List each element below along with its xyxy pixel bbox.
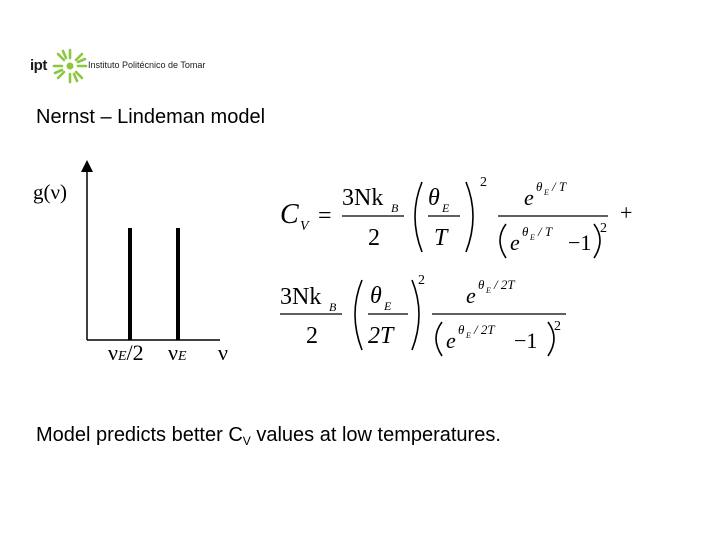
logo-institution-name: Instituto Politécnico de Tomar — [88, 60, 206, 70]
tick-label-einstein: νE — [168, 340, 187, 365]
minus-one-2: −1 — [514, 328, 538, 353]
prefactor-numerator-2: 3Nk — [280, 284, 322, 310]
exp-1d-theta-sub: E — [530, 233, 535, 242]
slide-title: Nernst – Lindeman model — [36, 106, 266, 128]
logo-abbreviation: ipt — [30, 57, 47, 74]
left-paren — [500, 224, 506, 258]
theta-denominator-2: 2T — [368, 323, 394, 349]
exp-2d-tail: / 2T — [474, 322, 495, 337]
prefactor-denominator-2: 2 — [306, 323, 318, 349]
right-paren — [412, 280, 419, 350]
left-paren — [415, 182, 422, 252]
square-exponent-1: 2 — [480, 175, 487, 190]
prefactor-denominator-1: 2 — [368, 225, 380, 251]
equals-sign: = — [318, 203, 332, 229]
exp-numerator-2: e — [466, 283, 476, 308]
prefactor-numerator-1: 3Nk — [342, 185, 384, 211]
minus-one-1: −1 — [568, 230, 592, 255]
heat-capacity-equation — [270, 160, 660, 370]
theta-numerator-1: θ — [428, 185, 440, 211]
prefactor-numerator-2-sub: B — [329, 300, 337, 314]
exp-1d-theta: θ — [522, 224, 529, 239]
exp-numerator-1: e — [524, 185, 534, 210]
exp-denominator-2: e — [446, 328, 456, 353]
exp-denominator-1: e — [510, 230, 520, 255]
institution-logo — [28, 44, 218, 90]
cv-subscript: V — [300, 219, 309, 234]
y-axis-label: g(ν) — [33, 180, 67, 204]
exp-2-theta: θ — [478, 277, 485, 292]
theta-denominator-1: T — [434, 225, 448, 251]
density-of-states-sketch — [60, 160, 230, 360]
left-paren — [436, 322, 442, 356]
right-paren — [466, 182, 473, 252]
exp-2d-theta-sub: E — [466, 331, 471, 340]
exp-1-theta: θ — [536, 179, 543, 194]
tick-label-half-einstein: νE/2 — [108, 340, 144, 365]
conclusion-caption: Model predicts better $C_V$ values at low temperatures. — [36, 424, 501, 448]
square-exponent-2: 2 — [418, 273, 425, 288]
plus-sign: + — [620, 200, 633, 225]
left-paren — [355, 280, 362, 350]
exp-2-theta-sub: E — [486, 286, 491, 295]
exp-1-theta-sub: E — [544, 188, 549, 197]
theta-numerator-1-sub: E — [442, 201, 450, 215]
logo-sunburst-icon — [50, 46, 90, 86]
exp-1-tail: / T — [552, 179, 567, 194]
theta-numerator-2-sub: E — [384, 299, 392, 313]
cv-symbol: C — [280, 199, 299, 230]
prefactor-numerator-1-sub: B — [391, 201, 399, 215]
square-exponent-1b: 2 — [600, 221, 607, 236]
theta-numerator-2: θ — [370, 283, 382, 309]
exp-2-tail: / 2T — [494, 277, 515, 292]
exp-2d-theta: θ — [458, 322, 465, 337]
x-axis-label: ν — [218, 340, 228, 365]
exp-1d-tail: / T — [538, 224, 553, 239]
square-exponent-2b: 2 — [554, 319, 561, 334]
